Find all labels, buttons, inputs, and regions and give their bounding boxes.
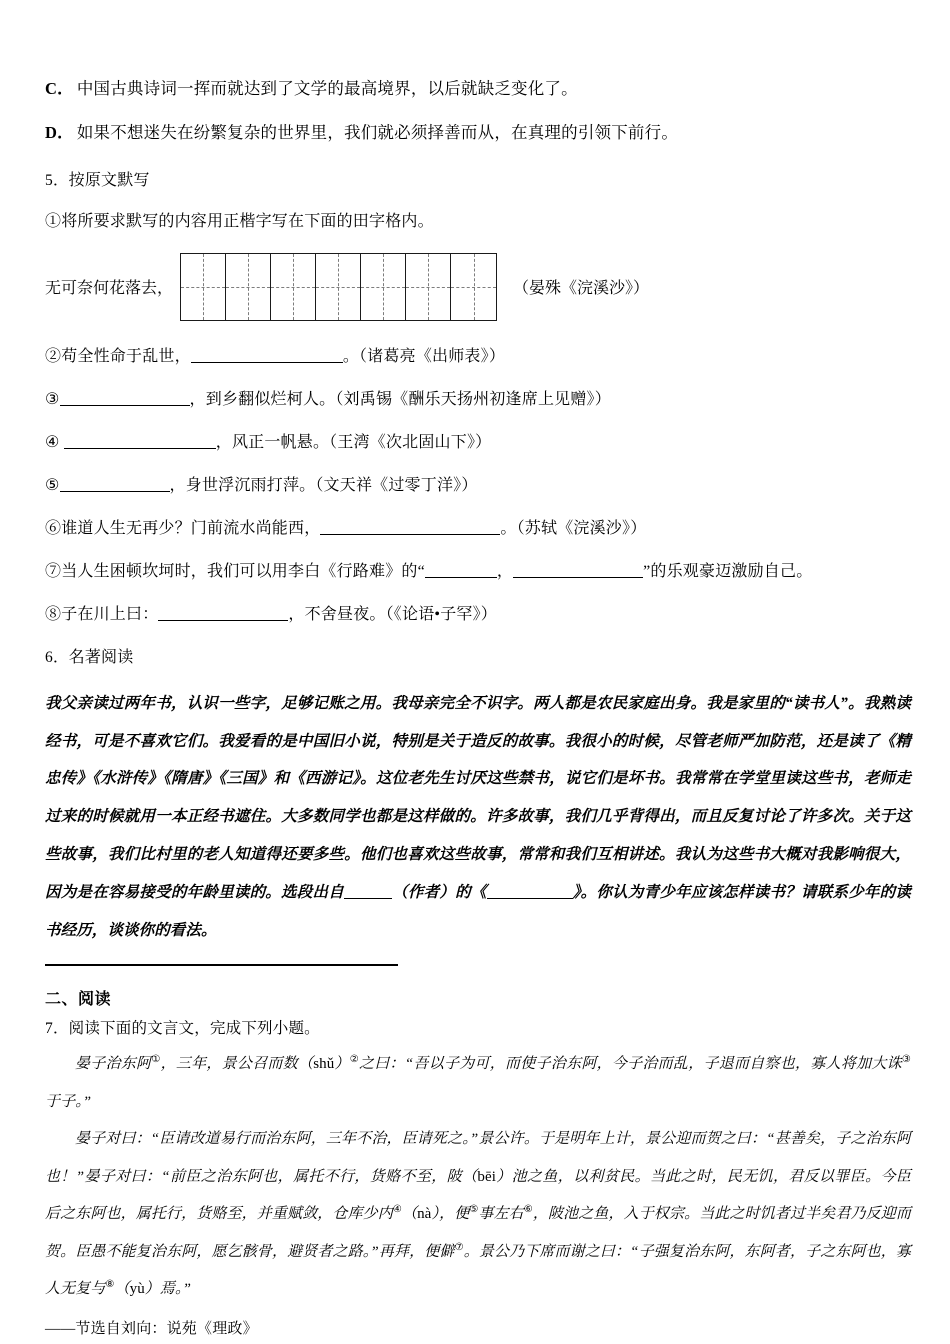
- tianzige-lead-text: 无可奈何花落去，: [45, 280, 174, 298]
- tianzige-source-citation: （晏殊《浣溪沙》）: [513, 280, 650, 298]
- item-marker-2: ②: [45, 347, 62, 365]
- cp2-seg8: （: [114, 1281, 130, 1298]
- cp1-seg4: 之曰：“吾以子为可，而使子治东阿，今子治而乱，子退而自察也，寡人将加大诛: [359, 1056, 902, 1073]
- answer-blank-4[interactable]: [64, 448, 216, 449]
- question-7-heading: [45, 1016, 911, 1038]
- classical-source-citation: ——节选自刘向：说苑《理政》: [45, 1320, 258, 1337]
- pinyin-yu: yù: [129, 1281, 145, 1298]
- tianzige-cell[interactable]: [316, 254, 361, 320]
- page-content: [45, 78, 911, 1338]
- answer-blank-7a[interactable]: [425, 577, 497, 578]
- item-part3-7: ”的乐观豪迈激励自己。: [643, 562, 813, 580]
- masterpiece-author-blank[interactable]: [344, 898, 392, 899]
- answer-writing-rule[interactable]: [45, 964, 398, 966]
- tianzige-cell[interactable]: [451, 254, 496, 320]
- footnote-marker-2: ②: [349, 1054, 360, 1066]
- item-after-5: ，身世浮沉雨打萍。（文天祥《过零丁洋》）: [169, 476, 478, 494]
- footnote-marker-4: ④: [392, 1204, 402, 1216]
- choice-letter-d: D．: [45, 123, 74, 143]
- question-6-number: 6．: [45, 648, 69, 666]
- cp2-seg7: 。景公乃下席而谢之曰：“子强复治东阿，东阿者，子之东阿也，寡人无复与: [45, 1243, 911, 1298]
- tianzige-cell[interactable]: [271, 254, 316, 320]
- tianzige-cell[interactable]: [226, 254, 271, 320]
- footnote-marker-7: ⑦: [454, 1241, 464, 1253]
- item-before-2: 苟全性命于乱世，: [61, 347, 191, 365]
- item-part1-8: 子在川上曰：: [61, 605, 159, 623]
- item-text-1: 将所要求默写的内容用正楷字写在下面的田字格内。: [61, 212, 434, 230]
- section-2-heading: 二、阅读: [45, 991, 112, 1009]
- item-marker-4: ④: [45, 433, 64, 451]
- masterpiece-title-blank[interactable]: [487, 898, 573, 899]
- pinyin-bei: bēi: [477, 1168, 497, 1185]
- choice-option-c[interactable]: [45, 78, 911, 100]
- item-after-6: 。（苏轼《浣溪沙》）: [500, 519, 647, 537]
- cp1-seg1: 晏子治东阿: [75, 1056, 152, 1073]
- cp2-seg2: ）池之鱼，以利贫民。当此之时，民无饥，君反以罪臣。今臣后之东阿也，属托行，货赂至，并重赋敛，仓库少内: [45, 1168, 911, 1223]
- choice-text-d: 如果不想迷失在纷繁复杂的世界里，我们就必须择善而从，在真理的引领下前行。: [76, 123, 679, 143]
- fill-blank-item-6: [45, 515, 911, 538]
- tianzige-cell[interactable]: [361, 254, 406, 320]
- answer-blank-5[interactable]: [60, 491, 170, 492]
- footnote-marker-6: ⑥: [523, 1204, 533, 1216]
- choice-letter-c: C．: [45, 79, 74, 98]
- item-after-3: ，到乡翻似烂柯人。（刘禹锡《酬乐天扬州初逢席上见赠》）: [189, 390, 611, 408]
- item-marker-3: ③: [45, 390, 60, 408]
- item-before-6: 谁道人生无再少？门前流水尚能西，: [61, 519, 321, 537]
- cp2-seg9: ）焉。”: [144, 1281, 192, 1298]
- item-part2-8: ，不舍昼夜。（《论语•子罕》）: [288, 605, 498, 623]
- cp1-seg2: ，三年，景公召而数（: [160, 1056, 314, 1073]
- question-5-item-1: [45, 208, 911, 231]
- tianzige-row: [45, 251, 911, 323]
- choice-text-c: 中国古典诗词一挥而就达到了文学的最高境界，以后就缺乏变化了。: [76, 79, 578, 98]
- cp1-seg3: ）: [334, 1056, 350, 1073]
- question-5-number: 5．: [45, 171, 69, 189]
- footnote-marker-1: ①: [151, 1054, 161, 1066]
- footnote-marker-8: ⑧: [105, 1279, 115, 1291]
- pinyin-shu: shǔ: [313, 1056, 335, 1073]
- answer-blank-2[interactable]: [191, 362, 343, 363]
- answer-blank-7b[interactable]: [513, 577, 643, 578]
- item-part2-7: ，: [496, 562, 514, 580]
- item-marker-8: ⑧: [45, 605, 62, 623]
- classical-paragraph-2: [45, 1121, 911, 1309]
- choice-option-d[interactable]: [45, 122, 911, 144]
- item-marker-1: ①: [45, 212, 62, 230]
- cp2-seg5: 事左右: [478, 1206, 524, 1223]
- question-6-title: 名著阅读: [68, 648, 134, 666]
- pinyin-na: nà: [417, 1206, 432, 1223]
- masterpiece-text-part2: （作者）的《: [392, 884, 487, 902]
- question-5-heading: [45, 167, 911, 190]
- item-after-4: ，风正一帆悬。（王湾《次北固山下》）: [215, 433, 492, 451]
- tianzige-cell[interactable]: [181, 254, 226, 320]
- footnote-marker-5: ⑤: [469, 1204, 479, 1216]
- cp2-seg6: ，陂池之鱼，入于权宗。当此之时饥者过半矣君乃反迎而贺。臣愚不能复治东阿，愿乞骸骨，避贤者之路。”再拜，便僻: [45, 1206, 911, 1260]
- tianzige-cell[interactable]: [406, 254, 451, 320]
- item-marker-7: ⑦: [45, 562, 62, 580]
- fill-blank-item-4: [45, 429, 911, 452]
- fill-blank-item-7: [45, 558, 911, 581]
- question-5-title: 按原文默写: [68, 171, 150, 189]
- question-6-heading: [45, 644, 911, 667]
- answer-blank-8[interactable]: [158, 620, 288, 621]
- fill-blank-item-5: [45, 472, 911, 495]
- masterpiece-text-part1: 我父亲读过两年书，认识一些字，足够记账之用。我母亲完全不识字。两人都是农民家庭出身。我是家里的“读书人”。我熟读经书，可是不喜欢它们。我爱看的是中国旧小说，特别是关于造反的故事。我很小的时候，尽管老师严加防范，还是读了《精忠传》《水浒传》《隋唐》《三国》和《西游记》。这位老先生讨厌这些禁书，说它们是坏书。我常常在学堂里读这些书，老师走过来的时候就用一本正经书遮住。大多数同学也都是这样做的。许多故事，我们几乎背得出，而且反复讨论了许多次。关于这些故事，我们比村里的老人知道得还要多些。他们也喜欢这些故事，常常和我们互相讲述。我认为这些书大概对我影响很大，因为是在容易接受的年龄里读的。选段出自: [45, 694, 911, 902]
- answer-blank-3[interactable]: [60, 405, 190, 406]
- question-7-text: 阅读下面的文言文，完成下列小题。: [68, 1020, 320, 1038]
- masterpiece-passage: [45, 685, 911, 951]
- footnote-marker-3: ③: [901, 1054, 911, 1066]
- fill-blank-item-8: [45, 601, 911, 624]
- item-after-2: 。（诸葛亮《出师表》）: [342, 347, 506, 365]
- masterpiece-text-part3: 》。你认为青少年应该怎样读书？请联系少年的读书经历，谈谈你的看法。: [45, 884, 912, 940]
- cp2-seg1: 晏子对曰：“臣请改道易行而治东阿，三年不治，臣请死之。”景公许。于是明年上计，景公迎而贺之曰：“甚善矣，子之治东阿也！”晏子对曰：“前臣之治东阿也，属托不行，货赂不至，陂（: [45, 1131, 911, 1185]
- answer-blank-6[interactable]: [320, 534, 500, 535]
- cp2-seg4: ），便: [431, 1206, 470, 1223]
- tianzige-grid[interactable]: [180, 253, 497, 321]
- fill-blank-item-3: [45, 386, 911, 409]
- question-7-number: 7．: [45, 1020, 69, 1038]
- classical-paragraph-1: [45, 1046, 911, 1121]
- item-marker-5: ⑤: [45, 476, 60, 494]
- cp2-seg3: （: [401, 1206, 418, 1223]
- item-marker-6: ⑥: [45, 519, 62, 537]
- item-part1-7: 当人生困顿坎坷时，我们可以用李白《行路难》的“: [61, 562, 425, 580]
- fill-blank-item-2: [45, 343, 911, 366]
- cp1-seg5: 于子。”: [45, 1093, 92, 1110]
